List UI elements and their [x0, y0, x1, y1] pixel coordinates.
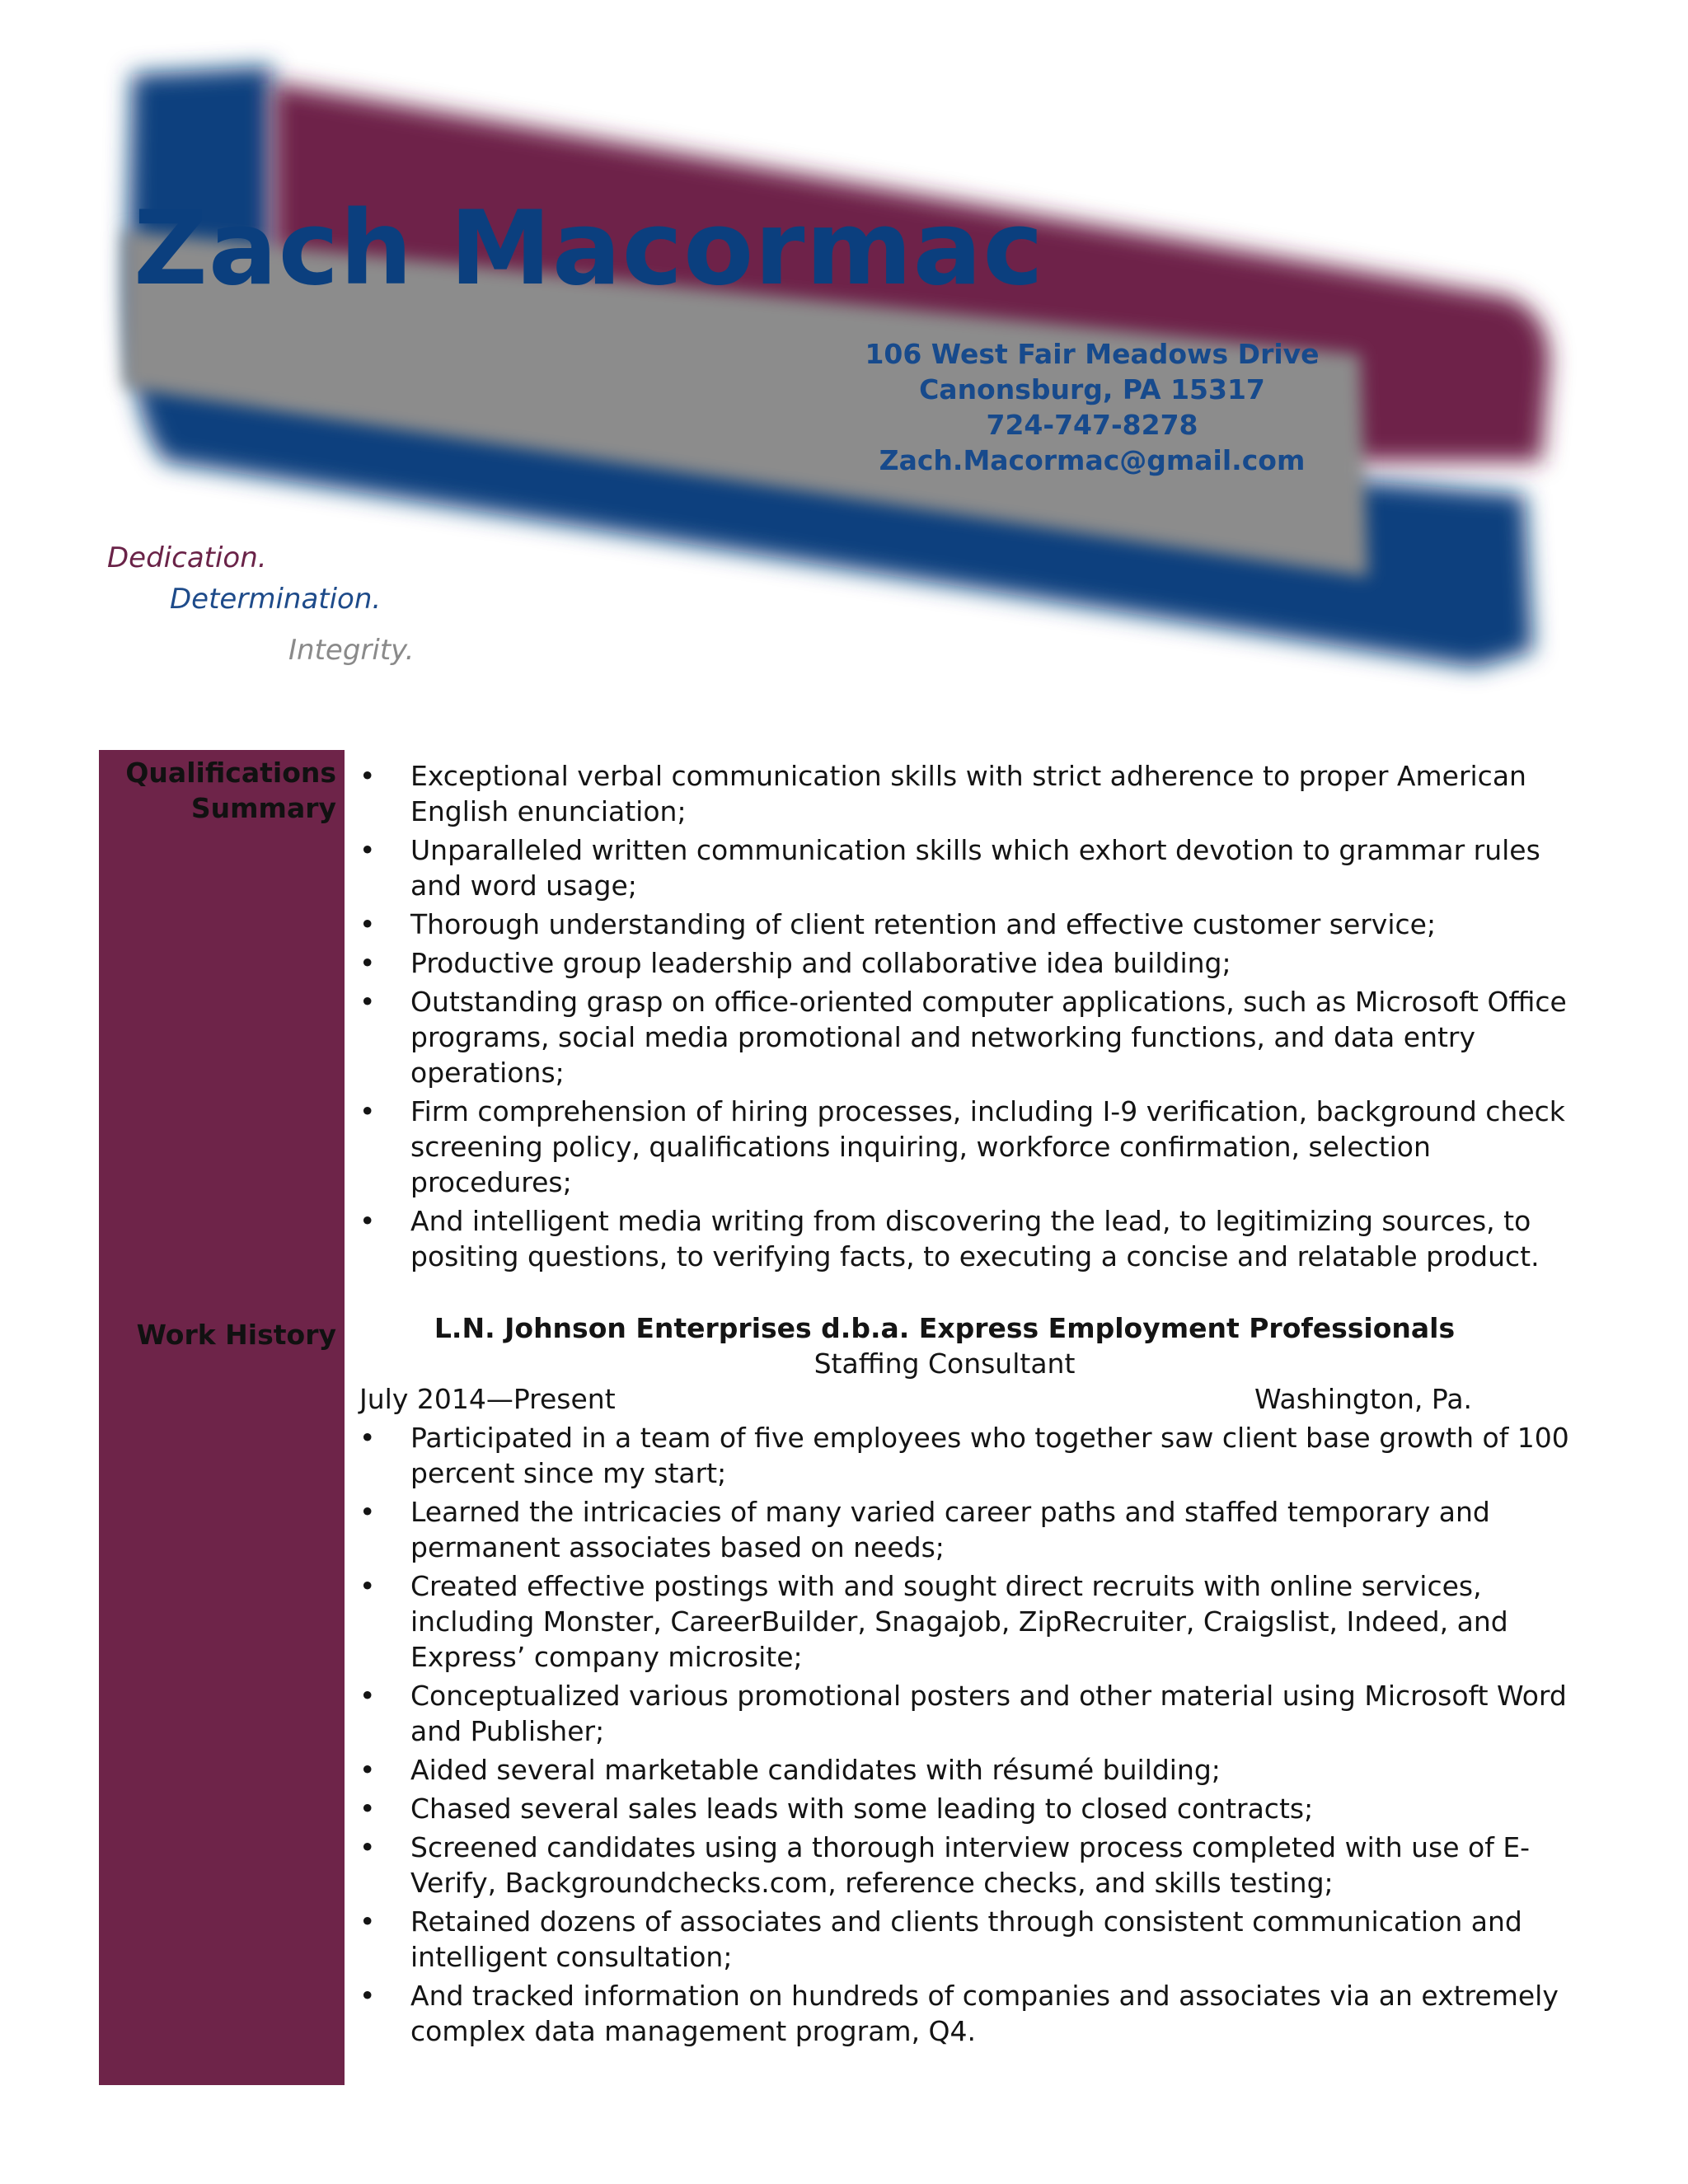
job-dates: July 2014—Present: [359, 1383, 616, 1415]
job-title: Staffing Consultant: [814, 1347, 1076, 1380]
list-item: [359, 1830, 1579, 1900]
bullet-icon: •: [359, 1680, 376, 1712]
qualification-text: Firm comprehension of hiring processes, including I-9 verification, background check screening policy, qualifications inquiring, workforce confirmation, selection procedures;: [410, 1095, 1565, 1198]
duty-text: Screened candidates using a thorough interview process completed with use of E-Verify, Backgroundchecks.com, reference checks, and skills testing;: [410, 1831, 1531, 1899]
contact-city: Canonsburg, PA 15317: [919, 373, 1265, 405]
bullet-icon: •: [359, 1980, 376, 2012]
list-item: [359, 1904, 1579, 1975]
job-location: Washington, Pa.: [1254, 1383, 1473, 1415]
list-item: [359, 1420, 1579, 1491]
bullet-icon: •: [359, 1496, 376, 1528]
list-item: [359, 945, 1579, 981]
duty-text: Learned the intricacies of many varied career paths and staffed temporary and permanent associates based on needs;: [410, 1496, 1490, 1563]
qualification-text: Exceptional verbal communication skills with strict adherence to proper American English enunciation;: [410, 760, 1526, 827]
qualification-text: Productive group leadership and collaborative idea building;: [410, 947, 1231, 979]
list-item: [359, 984, 1579, 1090]
list-item: [359, 1094, 1579, 1200]
list-item: [359, 1494, 1579, 1565]
list-item: [359, 1568, 1579, 1675]
bullet-icon: •: [359, 1570, 376, 1602]
bullet-icon: •: [359, 1793, 376, 1825]
job-meta: [359, 1381, 1579, 1417]
employer-name: L.N. Johnson Enterprises d.b.a. Express Employment Professionals: [434, 1312, 1456, 1344]
contact-email: Zach.Macormac@gmail.com: [879, 444, 1306, 476]
list-item: [359, 1752, 1579, 1788]
qualification-text: Thorough understanding of client retention and effective customer service;: [410, 908, 1437, 940]
job-entry: [359, 1310, 1579, 2052]
qualification-text: And intelligent media writing from discovering the lead, to legitimizing sources, to positing questions, to verifying facts, to executing a concise and relatable product.: [410, 1205, 1540, 1272]
motto-determination: Determination.: [170, 583, 382, 616]
motto-integrity: Integrity.: [288, 634, 415, 667]
duty-text: Retained dozens of associates and clients through consistent communication and intelligent consultation;: [410, 1905, 1522, 1973]
work-history-heading: Work History: [136, 1319, 336, 1351]
qualifications-heading-line2: Summary: [190, 792, 336, 824]
duty-text: And tracked information on hundreds of companies and associates via an extremely complex data management program, Q4.: [410, 1980, 1559, 2047]
list-item: [359, 1678, 1579, 1749]
list-item: [359, 907, 1579, 942]
job-duties-list: [359, 1420, 1579, 2049]
bullet-icon: •: [359, 1422, 376, 1454]
duty-text: Aided several marketable candidates with résumé building;: [410, 1754, 1221, 1786]
qualifications-heading-line1: Qualifications: [125, 757, 336, 789]
list-item: [359, 1791, 1579, 1826]
bullet-icon: •: [359, 760, 376, 792]
qualification-text: Unparalleled written communication skills which exhort devotion to grammar rules and word usage;: [410, 834, 1540, 902]
section-sidebar: [99, 750, 345, 2085]
duty-text: Participated in a team of five employees who together saw client base growth of 100 percent since my start;: [410, 1422, 1569, 1489]
list-item: [359, 758, 1579, 829]
bullet-icon: •: [359, 1205, 376, 1237]
list-item: [359, 1203, 1579, 1274]
list-item: [359, 1978, 1579, 2049]
bullet-icon: •: [359, 908, 376, 940]
qualifications-heading: [99, 755, 336, 826]
contact-block: [824, 336, 1360, 478]
duty-text: Chased several sales leads with some leading to closed contracts;: [410, 1793, 1314, 1825]
list-item: [359, 832, 1579, 903]
bullet-icon: •: [359, 947, 376, 979]
bullet-icon: •: [359, 834, 376, 866]
duty-text: Conceptualized various promotional posters and other material using Microsoft Word and Publisher;: [410, 1680, 1567, 1747]
bullet-icon: •: [359, 986, 376, 1018]
duty-text: Created effective postings with and sought direct recruits with online services, including Monster, CareerBuilder, Snagajob, ZipRecruiter, Craigslist, Indeed, and Express’ company microsite;: [410, 1570, 1508, 1673]
contact-street: 106 West Fair Meadows Drive: [865, 338, 1320, 370]
bullet-icon: •: [359, 1831, 376, 1863]
bullet-icon: •: [359, 1905, 376, 1938]
motto-dedication: Dedication.: [107, 541, 267, 574]
candidate-name: Zach Macormac: [134, 190, 1044, 308]
bullet-icon: •: [359, 1754, 376, 1786]
bullet-icon: •: [359, 1095, 376, 1127]
qualification-text: Outstanding grasp on office-oriented computer applications, such as Microsoft Office programs, social media promotional and networking functions, and data entry operations;: [410, 986, 1567, 1089]
qualifications-list: [359, 758, 1579, 1277]
contact-phone: 724-747-8278: [986, 409, 1198, 441]
